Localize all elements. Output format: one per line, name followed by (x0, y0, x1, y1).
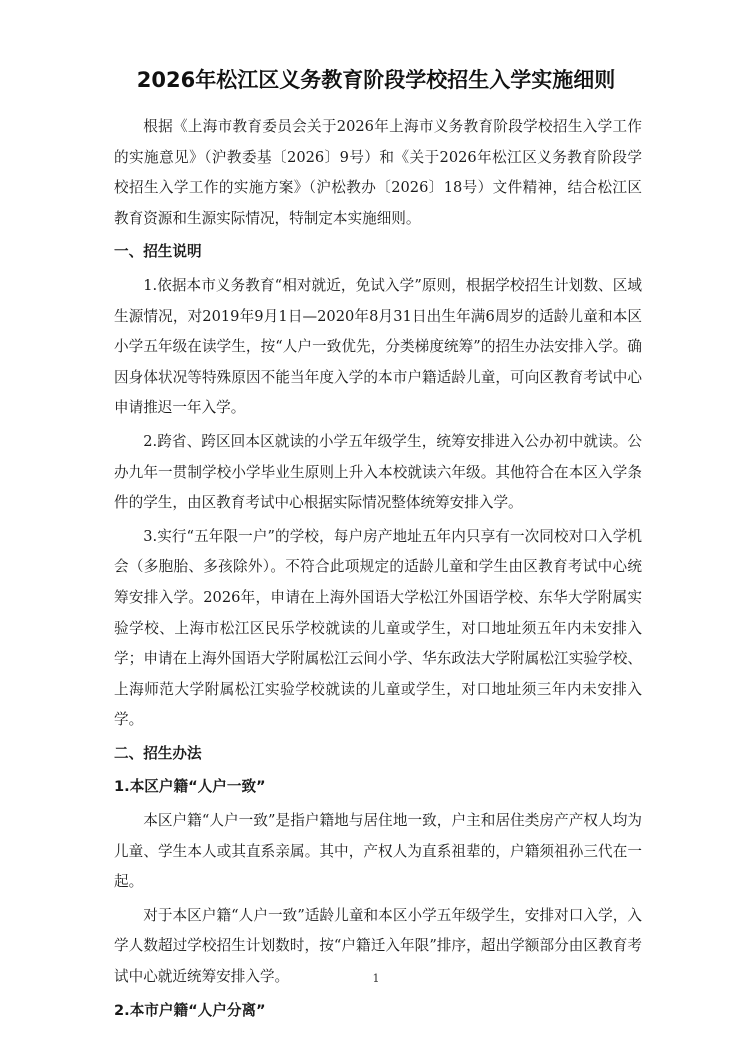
paragraph-household-definition: 本区户籍“人户一致”是指户籍地与居住地一致，户主和居住类房产产权人均为儿童、学生本人或其直系亲属。其中，产权人为直系祖辈的，户籍须祖孙三代在一起。 (114, 812, 642, 891)
page-number: 1 (372, 972, 380, 985)
paragraph-five-year-rule: 3.实行“五年限一户”的学校，每户房产地址五年内只享有一次同校对口入学机会（多胞胎、多孩除外）。不符合此项规定的适龄儿童和学生由区教育考试中心统筹安排入学。2026年，申请在上海外国语大学松江外国语学校、东华大学附属实验学校、上海市松江区民乐学校就读的儿童或学生，对口地址须五年内未安排入学；申请在上海外国语大学附属松江云间小学、华东政法大学附属松江实验学校、上海师范大学附属松江实验学校就读的儿童或学生，对口地址须三年内未安排入学。 (114, 527, 642, 729)
paragraph-cross-region-students: 2.跨省、跨区回本区就读的小学五年级学生，统筹安排进入公办初中就读。公办九年一贯制学校小学毕业生原则上升入本校就读六年级。其他符合在本区入学条件的学生，由区教育考试中心根据实际情况整体统筹安排入学。 (114, 432, 642, 512)
paragraph-enrollment-principle: 1.依据本市义务教育“相对就近，免试入学”原则，根据学校招生计划数、区域生源情况，对2019年9月1日—2020年8月31日出生年满6周岁的适龄儿童和本区小学五年级在读学生，按“人户一致优先，分类梯度统筹”的招生办法安排入学。确因身体状况等特殊原因不能当年度入学的本市户籍适龄儿童，可向区教育考试中心申请推迟一年入学。 (114, 276, 642, 417)
document-body (114, 112, 642, 1029)
intro-paragraph: 根据《上海市教育委员会关于2026年上海市义务教育阶段学校招生入学工作的实施意见》（沪教委基〔2026〕9号）和《关于2026年松江区义务教育阶段学校招生入学工作的实施方案》（沪松教办〔2026〕18号）文件精神，结合松江区教育资源和生源实际情况，特制定本实施细则。 (114, 118, 642, 227)
subsection-heading-local-household: 1.本区户籍“人户一致” (114, 778, 266, 796)
section-heading-enrollment-notes: 一、招生说明 (114, 243, 202, 261)
section-heading-enrollment-methods: 二、招生办法 (114, 744, 202, 762)
subsection-heading-city-household-separated: 2.本市户籍“人户分离” (114, 1001, 266, 1019)
paragraph-household-arrangement: 对于本区户籍“人户一致”适龄儿童和本区小学五年级学生，安排对口入学，入学人数超过学校招生计划数时，按“户籍迁入年限”排序，超出学额部分由区教育考试中心就近统筹安排入学。 (114, 906, 642, 986)
document-title: 2026年松江区义务教育阶段学校招生入学实施细则 (136, 68, 616, 92)
